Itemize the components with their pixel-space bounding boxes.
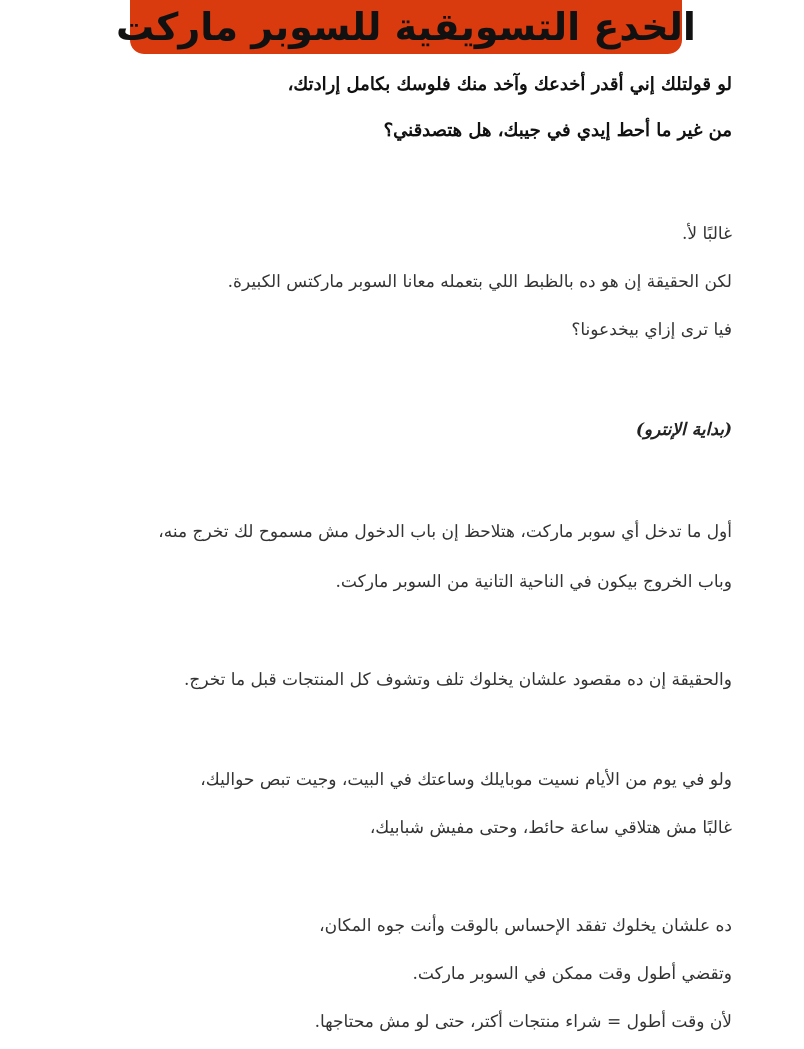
paragraph-line: فيا ترى إزاي بيخدعونا؟ [571,320,732,340]
intro-line-2: من غير ما أحط إيدي في جيبك، هل هتصدقني؟ [383,120,732,141]
intro-line-1: لو قولتلك إني أقدر أخدعك وآخد منك فلوسك بكامل إرادتك، [287,74,732,95]
paragraph-line: والحقيقة إن ده مقصود علشان يخلوك تلف وتشوف كل المنتجات قبل ما تخرج. [183,670,732,690]
paragraph-line: لأن وقت أطول = شراء منتجات أكتر، حتى لو مش محتاجها. [314,1012,732,1032]
title-banner [116,0,696,54]
page-title: الخدع التسويقية للسوبر ماركت [116,5,696,49]
paragraph-line: وباب الخروج بيكون في الناحية التانية من السوبر ماركت. [335,572,732,592]
paragraph-line: أول ما تدخل أي سوبر ماركت، هتلاحظ إن باب الدخول مش مسموح لك تخرج منه، [158,522,732,542]
paragraph-line: ده علشان يخلوك تفقد الإحساس بالوقت وأنت جوه المكان، [319,916,732,936]
paragraph-line: لكن الحقيقة إن هو ده بالظبط اللي بتعمله معانا السوبر ماركتس الكبيرة. [227,272,732,292]
paragraph-line: وتقضي أطول وقت ممكن في السوبر ماركت. [412,964,732,984]
section-heading-intro: (بداية الإنترو) [635,420,732,440]
paragraph-line: غالبًا مش هتلاقي ساعة حائط، وحتى مفيش شبابيك، [369,818,732,838]
paragraph-line: غالبًا لأ. [681,224,732,244]
paragraph-line: ولو في يوم من الأيام نسيت موبايلك وساعتك في البيت، وجيت تبص حواليك، [200,770,732,790]
